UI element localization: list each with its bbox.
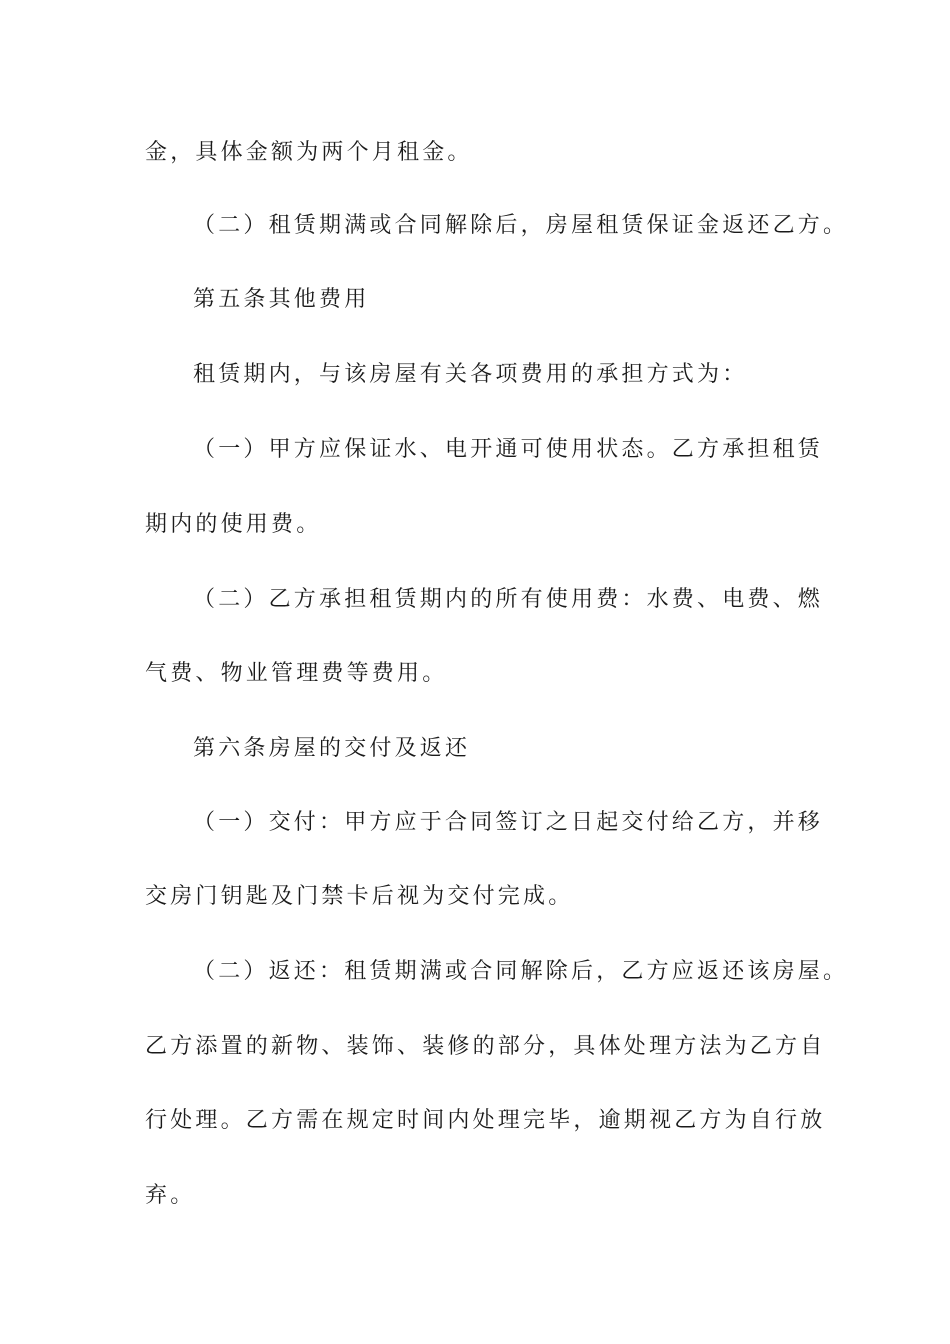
paragraph-line-15: 弃。 [145,1183,196,1208]
paragraph-line-5: （一）甲方应保证水、电开通可使用状态。乙方承担租赁 [193,437,824,462]
paragraph-line-8: 气费、物业管理费等费用。 [145,661,448,686]
paragraph-line-11: 交房门钥匙及门禁卡后视为交付完成。 [145,884,574,909]
paragraph-line-1: 金，具体金额为两个月租金。 [145,140,473,165]
paragraph-line-13: 乙方添置的新物、装饰、装修的部分，具体处理方法为乙方自 [145,1034,826,1059]
paragraph-line-10: （一）交付：甲方应于合同签订之日起交付给乙方，并移 [193,810,824,835]
paragraph-line-4: 租赁期内，与该房屋有关各项费用的承担方式为： [193,362,748,387]
paragraph-line-12: （二）返还：租赁期满或合同解除后，乙方应返还该房屋。 [193,959,849,984]
section-heading-5: 第五条其他费用 [193,287,370,312]
paragraph-line-2: （二）租赁期满或合同解除后，房屋租赁保证金返还乙方。 [193,213,849,238]
paragraph-line-6: 期内的使用费。 [145,512,322,537]
section-heading-6: 第六条房屋的交付及返还 [193,736,471,761]
paragraph-line-14: 行处理。乙方需在规定时间内处理完毕，逾期视乙方为自行放 [145,1108,826,1133]
paragraph-line-7: （二）乙方承担租赁期内的所有使用费：水费、电费、燃 [193,587,824,612]
